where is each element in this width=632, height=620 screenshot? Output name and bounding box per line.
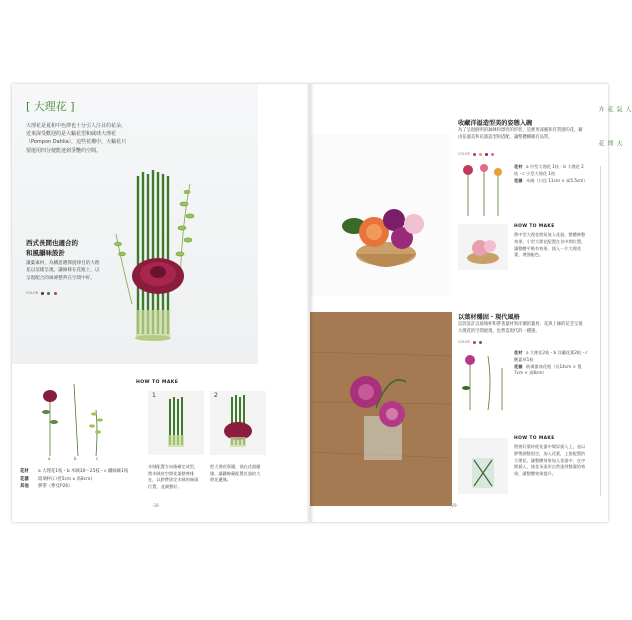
article-1-title: 收藏洋溢造型美的姿態入碗 (458, 120, 533, 127)
hero-photo (12, 84, 258, 364)
step-1-photo (148, 391, 204, 455)
spec-row (514, 178, 588, 185)
spec-row (20, 483, 128, 491)
spec-value: a 大理花1枝・b 木賊30～25枝・c 鐵線蕨1枝 (38, 469, 129, 474)
chapter-tab-category: 人氣花卉 (597, 106, 631, 112)
step-2-number: 2 (214, 392, 218, 399)
color-swatches (26, 291, 57, 295)
spec-row (20, 468, 128, 476)
color-label: COLOR (458, 340, 470, 344)
spec-row (514, 350, 588, 364)
article-2-step-photo (458, 438, 508, 494)
material-letter-c: c (96, 456, 99, 461)
spec-key: 花材 (20, 469, 29, 474)
spec-key: 花材 (514, 350, 523, 355)
color-label: COLOR (458, 152, 470, 156)
book-spread (12, 84, 631, 522)
article-2-text: 這款設計以玻璃杯和帶著葉材和洋蘭的葉材，花與上緣的花莖呈現大理花的空間展現，也營造現代的一種感。 (458, 322, 583, 334)
vase-step-icon (458, 438, 508, 494)
article-2-colors (458, 340, 482, 344)
spec-value: 玻璃器皿花瓶（長14cm × 寬7cm × 高8cm） (514, 363, 582, 376)
right-page (310, 84, 608, 522)
article-2-materials (514, 350, 588, 377)
color-dot-3 (485, 153, 488, 156)
color-dot-1 (473, 153, 476, 156)
chapter-tab-title: 大理花 (597, 140, 622, 146)
spec-key: 花器 (20, 476, 29, 482)
step-1-number: 1 (152, 392, 156, 399)
spec-value: a 大理花2枝・b 洋蘭花葉2根・c 酸蓋草1枝 (514, 350, 588, 362)
article-1-colors (458, 152, 494, 156)
color-dot-1 (41, 292, 44, 295)
vase-arrangement-photo (310, 312, 452, 506)
bowl-step-icon (458, 224, 508, 270)
article-2-how-to-text: 將剪好葉材從花器中間穿插入上，並以膠帶調整固定，加入花葉，上紮配置的大理花。讓整體效果加入花器中，在中間插入，使花朵造形自然達到整潔的效果，讓整體效果提升。 (514, 444, 586, 477)
article-1-step-photo (458, 224, 508, 270)
spec-row (20, 476, 128, 484)
step-1-text: 木賊配置方向後確定成型，將木賊按空間花器整齊排在，以膠帶固定木賊的端頭位置，並調整好。 (148, 464, 199, 489)
materials-illustration (34, 380, 112, 460)
spec-list (20, 468, 128, 491)
article-1-how-to-text: 將中型大理花剪短放入花器，整體修整效果，小型大理花配置在各中間位置，讓整體平衡有效果，插入一片大理花葉，增強配色。 (514, 232, 586, 258)
book-gutter (306, 84, 314, 522)
dahlia-step-icon (210, 391, 266, 455)
color-dot-2 (47, 292, 50, 295)
material-letter-a: a (48, 456, 51, 461)
spec-value: 膠帶（參見P26） (38, 484, 73, 490)
spec-key: 花材 (514, 164, 523, 169)
section-title: [ 大理花 ] (26, 100, 75, 113)
article-1-materials (514, 164, 588, 184)
article-1-how-to-heading: HOW TO MAKE (514, 224, 555, 229)
bowl-arrangement-photo (310, 134, 452, 296)
chapter-tab-rule (600, 166, 601, 496)
article-2-how-to-heading: HOW TO MAKE (514, 436, 555, 441)
spec-row (514, 364, 588, 378)
spec-key: 花器 (514, 363, 523, 369)
intro-text: 大理花是夏和中色澤也十分引人注目的花朵，近來深受歡迎的是大輪花型和絨球大理花（Pompon Dahlia），這些花瓣中，大輪花只要運用四分便能達到爭艷的空間。 (26, 123, 127, 154)
left-page (12, 84, 310, 522)
spec-key: 其他 (20, 484, 29, 490)
vase-dahlia-illustration (310, 312, 452, 506)
horsetail-step-icon (148, 391, 204, 455)
color-dot-1 (473, 341, 476, 344)
spec-row (514, 164, 588, 178)
page-number-left: -28- (152, 503, 160, 508)
color-label: COLOR (26, 291, 39, 295)
how-to-heading: HOW TO MAKE (136, 380, 179, 385)
spec-value: 木碗（口徑 11cm × 高5.5cm） (526, 177, 588, 183)
step-2-text: 把大理花那邊，插在花器邊緣，讓鐵線蕨配置花器的大理花邊緣。 (210, 464, 261, 483)
spec-value: a 中型大理花 1枝・b 大理花 2枝・c 小型大理花 1枝 (514, 164, 584, 176)
article-1-materials-illustration (458, 160, 510, 220)
material-letter-b: b (74, 456, 77, 461)
subhead-line-1: 西式長間也適合的 (26, 239, 78, 247)
bowl-dahlia-illustration (310, 134, 452, 296)
page-number-right: -29- (450, 503, 458, 508)
subhead-description: 讓葉素材，為構思選擇旋律目的大理花以這樣呈現，讓線條在花瓶上，以呈現配合的線條整齊在空間中好。 (26, 261, 100, 281)
color-dot-2 (479, 153, 482, 156)
subhead (26, 238, 78, 258)
article-2-materials-illustration (458, 348, 510, 414)
spec-key: 花器 (514, 177, 523, 183)
color-dot-3 (54, 292, 57, 295)
article-2-title: 以葉材穩固・現代風格 (458, 314, 520, 321)
spec-value: 玻璃杯(口徑5cm x 高8cm) (38, 476, 93, 482)
subhead-line-2: 和風韻味設計 (26, 249, 65, 257)
color-dot-2 (479, 341, 482, 344)
article-1-text: 為了呈現鮮明的鉢缽和漂亮的形狀，這裡用深碗和有質感的花，藉由花器美和花器造型的搭配，讓整體構圖有品質。 (458, 128, 583, 140)
step-2-photo (210, 391, 266, 455)
color-dot-4 (491, 153, 494, 156)
